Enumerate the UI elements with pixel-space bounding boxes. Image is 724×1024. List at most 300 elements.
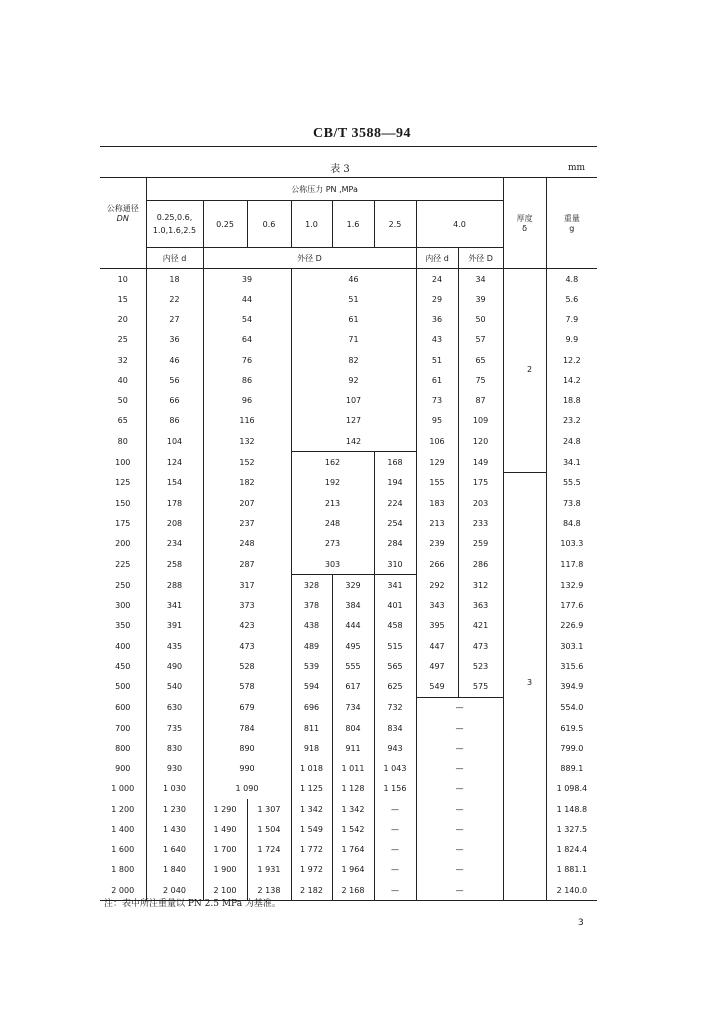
outer-D-4-0-cell: 286 bbox=[458, 554, 503, 575]
thickness-cell bbox=[503, 759, 546, 779]
inner-d-cell: 208 bbox=[146, 514, 203, 534]
weight-cell: 1 148.8 bbox=[546, 799, 597, 819]
weight-cell: 554.0 bbox=[546, 697, 597, 718]
thickness-cell bbox=[503, 554, 546, 575]
outer-D-0-25-0-6-cell: 76 bbox=[203, 350, 291, 370]
inner-outer-4-0-cell: — bbox=[416, 779, 503, 799]
inner-outer-4-0-cell: — bbox=[416, 840, 503, 860]
table-row bbox=[100, 391, 597, 411]
thickness-cell bbox=[503, 616, 546, 636]
outer-D-1-6-cell: 329 bbox=[332, 575, 374, 596]
thickness-cell bbox=[503, 289, 546, 309]
inner-d-cell: 1 030 bbox=[146, 779, 203, 799]
outer-D-2-5-cell: 625 bbox=[374, 677, 416, 698]
outer-D-1-0-2-5-cell: 61 bbox=[291, 310, 416, 330]
outer-D-1-6-cell: 911 bbox=[332, 738, 374, 758]
dn-cell: 350 bbox=[115, 621, 131, 631]
outer-D-1-0-2-5-cell: 46 bbox=[291, 269, 416, 290]
weight-cell: 177.6 bbox=[546, 596, 597, 616]
table-row bbox=[100, 759, 597, 779]
top-rule bbox=[100, 146, 597, 147]
outer-D-1-0-cell: 1 342 bbox=[291, 799, 332, 819]
inner-d-4-0-cell: 106 bbox=[416, 431, 458, 452]
table-row bbox=[100, 697, 597, 718]
inner-d-4-0-cell: 51 bbox=[416, 350, 458, 370]
outer-D-1-0-cell: 1 972 bbox=[291, 860, 332, 880]
outer-D-2-5-cell: 168 bbox=[374, 452, 416, 473]
outer-D-1-0-cell: 811 bbox=[291, 718, 332, 738]
outer-D-1-6-cell: 444 bbox=[332, 616, 374, 636]
outer-D-1-0-cell: 539 bbox=[291, 656, 332, 676]
thickness-cell bbox=[503, 269, 546, 290]
weight-cell: 1 327.5 bbox=[546, 819, 597, 839]
outer-D-2-5-cell: 284 bbox=[374, 534, 416, 554]
thickness-cell bbox=[503, 860, 546, 880]
inner-d-cell: 288 bbox=[146, 575, 203, 596]
outer-D-1-6-cell: 617 bbox=[332, 677, 374, 698]
table-row bbox=[100, 493, 597, 513]
outer-D-0-25-cell: 1 290 bbox=[203, 799, 247, 819]
outer-D-0-25-0-6-cell: 248 bbox=[203, 534, 291, 554]
outer-D-0-25-0-6-cell: 317 bbox=[203, 575, 291, 596]
inner-d-4-0-cell: 155 bbox=[416, 473, 458, 494]
outer-D-1-0-cell: 594 bbox=[291, 677, 332, 698]
outer-D-0-25-0-6-cell: 39 bbox=[203, 269, 291, 290]
table-row bbox=[100, 677, 597, 698]
inner-d-cell: 27 bbox=[146, 310, 203, 330]
inner-d-cell: 46 bbox=[146, 350, 203, 370]
outer-D-4-0-cell: 312 bbox=[458, 575, 503, 596]
inner-d-cell: 258 bbox=[146, 554, 203, 575]
outer-D-0-6-cell: 1 931 bbox=[247, 860, 291, 880]
table-row bbox=[100, 370, 597, 390]
page-number: 3 bbox=[578, 918, 584, 928]
outer-D-0-25-0-6-cell: 207 bbox=[203, 493, 291, 513]
outer-D-1-0-cell: 696 bbox=[291, 697, 332, 718]
dn-cell: 1 800 bbox=[111, 865, 135, 875]
outer-D-0-25-0-6-cell: 287 bbox=[203, 554, 291, 575]
weight-cell: 889.1 bbox=[546, 759, 597, 779]
weight-header: 重量 g bbox=[546, 178, 597, 269]
outer-D-0-6-cell: 1 504 bbox=[247, 819, 291, 839]
outer-D-2-5-cell: 1 043 bbox=[374, 759, 416, 779]
inner-d-4-0-cell: 497 bbox=[416, 656, 458, 676]
outer-D-1-0-2-5-cell: 127 bbox=[291, 411, 416, 431]
weight-cell: 1 881.1 bbox=[546, 860, 597, 880]
dn-cell: 1 000 bbox=[111, 784, 135, 794]
table-title: 表 3 bbox=[330, 164, 350, 175]
inner-d-cell: 22 bbox=[146, 289, 203, 309]
weight-cell: 619.5 bbox=[546, 718, 597, 738]
thickness-cell bbox=[503, 697, 546, 718]
outer-D-1-6-cell: 555 bbox=[332, 656, 374, 676]
outer-D-2-5-cell: 310 bbox=[374, 554, 416, 575]
outer-D-0-25-cell: 1 900 bbox=[203, 860, 247, 880]
thickness-cell bbox=[503, 840, 546, 860]
outer-D-0-25-0-6-cell: 54 bbox=[203, 310, 291, 330]
outer-D-1-0-2-5-cell: 51 bbox=[291, 289, 416, 309]
outer-D-4-0-cell: 259 bbox=[458, 534, 503, 554]
outer-D-0-25-0-6-cell: 679 bbox=[203, 697, 291, 718]
inner-d-cell: 36 bbox=[146, 330, 203, 350]
outer-D-0-25-0-6-cell: 473 bbox=[203, 636, 291, 656]
table-row bbox=[100, 514, 597, 534]
thickness-cell bbox=[503, 493, 546, 513]
dn-cell: 100 bbox=[115, 457, 131, 467]
thickness-cell bbox=[503, 718, 546, 738]
outer-D-4-0-cell: 149 bbox=[458, 452, 503, 473]
inner-d-cell: 391 bbox=[146, 616, 203, 636]
outer-D-4-0-cell: 57 bbox=[458, 330, 503, 350]
outer-D-1-0-2-5-cell: 107 bbox=[291, 391, 416, 411]
outer-D-0-25-0-6-cell: 44 bbox=[203, 289, 291, 309]
inner-d-cell: 1 430 bbox=[146, 819, 203, 839]
weight-cell: 34.1 bbox=[546, 452, 597, 473]
outer-D-1-6-cell: 734 bbox=[332, 697, 374, 718]
pn-0-6-header: 0.6 bbox=[247, 201, 291, 248]
dn-cell: 400 bbox=[115, 641, 131, 651]
outer-D-0-25-0-6-cell: 86 bbox=[203, 370, 291, 390]
outer-D-2-5-cell: 194 bbox=[374, 473, 416, 494]
dn-cell: 225 bbox=[115, 559, 131, 569]
weight-cell: 132.9 bbox=[546, 575, 597, 596]
pn-group-header: 0.25,0.6, 1.0,1.6,2.5 bbox=[146, 201, 203, 248]
thickness-cell bbox=[503, 596, 546, 616]
inner-d-4-0-cell: 24 bbox=[416, 269, 458, 290]
pn-1-6-header: 1.6 bbox=[332, 201, 374, 248]
pn-header: 公称压力 PN ,MPa bbox=[146, 178, 503, 201]
weight-cell: 799.0 bbox=[546, 738, 597, 758]
outer-D-2-5-cell: 224 bbox=[374, 493, 416, 513]
dn-cell: 175 bbox=[115, 519, 131, 529]
weight-cell: 7.9 bbox=[546, 310, 597, 330]
dimension-table bbox=[100, 177, 597, 901]
inner-d-4-0-cell: 95 bbox=[416, 411, 458, 431]
outer-D-2-5-cell: — bbox=[374, 860, 416, 880]
outer-D-1-0-1-6-cell: 162 bbox=[291, 452, 374, 473]
thickness-cell bbox=[503, 636, 546, 656]
thickness-cell bbox=[503, 880, 546, 901]
thickness-cell bbox=[503, 656, 546, 676]
inner-outer-4-0-cell: — bbox=[416, 718, 503, 738]
outer-D-1-0-1-6-cell: 273 bbox=[291, 534, 374, 554]
weight-cell: 73.8 bbox=[546, 493, 597, 513]
inner-outer-4-0-cell: — bbox=[416, 759, 503, 779]
outer-D-2-5-cell: 565 bbox=[374, 656, 416, 676]
inner-d-cell: 830 bbox=[146, 738, 203, 758]
outer-D-0-25-cell: 2 100 bbox=[203, 880, 247, 901]
pn-4-0-header: 4.0 bbox=[416, 201, 503, 248]
weight-cell: 4.8 bbox=[546, 269, 597, 290]
table-row bbox=[100, 738, 597, 758]
outer-D-4-0-cell: 523 bbox=[458, 656, 503, 676]
weight-cell: 315.6 bbox=[546, 656, 597, 676]
outer-D-0-25-0-6-cell: 64 bbox=[203, 330, 291, 350]
outer-D-0-6-cell: 2 138 bbox=[247, 880, 291, 901]
dn-cell: 700 bbox=[115, 723, 131, 733]
outer-D-1-0-cell: 1 549 bbox=[291, 819, 332, 839]
outer-D-1-0-2-5-cell: 82 bbox=[291, 350, 416, 370]
weight-cell: 24.8 bbox=[546, 431, 597, 452]
outer-D-0-25-0-6-cell: 578 bbox=[203, 677, 291, 698]
outer-D-0-25-0-6-cell: 116 bbox=[203, 411, 291, 431]
table-row bbox=[100, 819, 597, 839]
outer-D-1-0-cell: 438 bbox=[291, 616, 332, 636]
inner-d-cell: 540 bbox=[146, 677, 203, 698]
inner-d-cell: 1 230 bbox=[146, 799, 203, 819]
outer-D-0-6-cell: 1 724 bbox=[247, 840, 291, 860]
outer-D-4-0-cell: 175 bbox=[458, 473, 503, 494]
outer-D-2-5-cell: — bbox=[374, 799, 416, 819]
outer-D-1-0-cell: 489 bbox=[291, 636, 332, 656]
outer-D-0-25-cell: 1 490 bbox=[203, 819, 247, 839]
inner-d-4-0-cell: 43 bbox=[416, 330, 458, 350]
table-row bbox=[100, 330, 597, 350]
outer-D-1-0-2-5-cell: 142 bbox=[291, 431, 416, 452]
dn-cell: 65 bbox=[117, 416, 128, 426]
thickness-cell bbox=[503, 391, 546, 411]
outer-D-1-6-cell: 1 964 bbox=[332, 860, 374, 880]
weight-cell: 84.8 bbox=[546, 514, 597, 534]
outer-D-4-0-cell: 87 bbox=[458, 391, 503, 411]
inner-d-4-0-cell: 447 bbox=[416, 636, 458, 656]
outer-D-1-0-2-5-cell: 71 bbox=[291, 330, 416, 350]
unit-label: mm bbox=[568, 163, 586, 173]
weight-cell: 117.8 bbox=[546, 554, 597, 575]
table-row bbox=[100, 860, 597, 880]
thickness-cell bbox=[503, 350, 546, 370]
outer-D-header: 外径 D bbox=[203, 248, 416, 269]
inner-d-cell: 1 640 bbox=[146, 840, 203, 860]
document-code: CB/T 3588—94 bbox=[313, 126, 411, 141]
outer-D-0-25-0-6-cell: 990 bbox=[203, 759, 291, 779]
outer-D-0-25-0-6-cell: 96 bbox=[203, 391, 291, 411]
dn-cell: 20 bbox=[117, 315, 128, 325]
inner-d-cell: 735 bbox=[146, 718, 203, 738]
outer-D-1-6-cell: 495 bbox=[332, 636, 374, 656]
outer-D-0-25-0-6-cell: 528 bbox=[203, 656, 291, 676]
dn-cell: 40 bbox=[117, 375, 128, 385]
inner-d-4-0-cell: 213 bbox=[416, 514, 458, 534]
outer-D-1-6-cell: 804 bbox=[332, 718, 374, 738]
table-row bbox=[100, 840, 597, 860]
outer-D-2-5-cell: 732 bbox=[374, 697, 416, 718]
outer-D-4-header: 外径 D bbox=[458, 248, 503, 269]
table-row bbox=[100, 534, 597, 554]
weight-cell: 394.9 bbox=[546, 677, 597, 698]
outer-D-1-0-1-6-cell: 213 bbox=[291, 493, 374, 513]
table-row bbox=[100, 616, 597, 636]
table-row bbox=[100, 411, 597, 431]
outer-D-1-0-1-6-cell: 303 bbox=[291, 554, 374, 575]
pn-2-5-header: 2.5 bbox=[374, 201, 416, 248]
dn-cell: 1 600 bbox=[111, 845, 135, 855]
inner-d-cell: 234 bbox=[146, 534, 203, 554]
inner-outer-4-0-cell: — bbox=[416, 697, 503, 718]
thickness-cell bbox=[503, 370, 546, 390]
weight-cell: 303.1 bbox=[546, 636, 597, 656]
dn-cell: 2 000 bbox=[100, 880, 146, 901]
outer-D-2-5-cell: 1 156 bbox=[374, 779, 416, 799]
dn-cell: 125 bbox=[115, 478, 131, 488]
table-row bbox=[100, 656, 597, 676]
outer-D-4-0-cell: 421 bbox=[458, 616, 503, 636]
outer-D-0-25-0-6-cell: 182 bbox=[203, 473, 291, 494]
pn-1-0-header: 1.0 bbox=[291, 201, 332, 248]
outer-D-1-0-cell: 378 bbox=[291, 596, 332, 616]
thickness-cell bbox=[503, 575, 546, 596]
dn-header: 公称通径 DN bbox=[100, 178, 146, 248]
thickness-cell bbox=[503, 738, 546, 758]
table-row bbox=[100, 350, 597, 370]
dn-cell: 500 bbox=[115, 682, 131, 692]
dn-cell: 250 bbox=[115, 580, 131, 590]
thickness-cell bbox=[503, 819, 546, 839]
outer-D-1-6-cell: 2 168 bbox=[332, 880, 374, 901]
inner-d-cell: 104 bbox=[146, 431, 203, 452]
thickness-cell bbox=[503, 799, 546, 819]
table-row bbox=[100, 431, 597, 452]
weight-cell: 18.8 bbox=[546, 391, 597, 411]
inner-d-4-0-cell: 183 bbox=[416, 493, 458, 513]
outer-D-2-5-cell: 515 bbox=[374, 636, 416, 656]
inner-d-4-header: 内径 d bbox=[416, 248, 458, 269]
outer-D-4-0-cell: 109 bbox=[458, 411, 503, 431]
outer-D-1-6-cell: 1 764 bbox=[332, 840, 374, 860]
inner-outer-4-0-cell: — bbox=[416, 738, 503, 758]
outer-D-2-5-cell: 254 bbox=[374, 514, 416, 534]
dn-cell: 300 bbox=[115, 601, 131, 611]
table-row bbox=[100, 596, 597, 616]
outer-D-4-0-cell: 39 bbox=[458, 289, 503, 309]
outer-D-2-5-cell: 401 bbox=[374, 596, 416, 616]
table-row bbox=[100, 269, 597, 290]
outer-D-1-6-cell: 384 bbox=[332, 596, 374, 616]
outer-D-1-6-cell: 1 011 bbox=[332, 759, 374, 779]
thickness-cell bbox=[503, 310, 546, 330]
inner-outer-4-0-cell: — bbox=[416, 819, 503, 839]
inner-d-cell: 630 bbox=[146, 697, 203, 718]
outer-D-0-25-cell: 1 700 bbox=[203, 840, 247, 860]
inner-d-4-0-cell: 61 bbox=[416, 370, 458, 390]
inner-d-4-0-cell: 266 bbox=[416, 554, 458, 575]
table-row bbox=[100, 575, 597, 596]
weight-cell: 103.3 bbox=[546, 534, 597, 554]
weight-cell: 5.6 bbox=[546, 289, 597, 309]
inner-d-4-0-cell: 395 bbox=[416, 616, 458, 636]
inner-d-4-0-cell: 292 bbox=[416, 575, 458, 596]
inner-d-cell: 178 bbox=[146, 493, 203, 513]
outer-D-1-0-2-5-cell: 92 bbox=[291, 370, 416, 390]
outer-D-2-5-cell: 834 bbox=[374, 718, 416, 738]
inner-d-cell: 2 040 bbox=[146, 880, 203, 901]
outer-D-2-5-cell: 458 bbox=[374, 616, 416, 636]
outer-D-0-25-0-6-cell: 132 bbox=[203, 431, 291, 452]
outer-D-0-6-cell: 1 307 bbox=[247, 799, 291, 819]
dn-cell: 32 bbox=[117, 355, 128, 365]
inner-d-cell: 124 bbox=[146, 452, 203, 473]
outer-D-2-5-cell: — bbox=[374, 880, 416, 901]
table-row bbox=[100, 799, 597, 819]
outer-D-4-0-cell: 120 bbox=[458, 431, 503, 452]
outer-D-4-0-cell: 473 bbox=[458, 636, 503, 656]
dn-cell: 10 bbox=[117, 274, 128, 284]
outer-D-0-25-0-6-cell: 152 bbox=[203, 452, 291, 473]
dn-cell: 600 bbox=[115, 703, 131, 713]
inner-d-cell: 66 bbox=[146, 391, 203, 411]
outer-D-4-0-cell: 34 bbox=[458, 269, 503, 290]
pn-0-25-header: 0.25 bbox=[203, 201, 247, 248]
dn-cell: 450 bbox=[115, 661, 131, 671]
inner-d-4-0-cell: 129 bbox=[416, 452, 458, 473]
weight-cell: 9.9 bbox=[546, 330, 597, 350]
table-row bbox=[100, 779, 597, 799]
outer-D-2-5-cell: 943 bbox=[374, 738, 416, 758]
weight-cell: 23.2 bbox=[546, 411, 597, 431]
outer-D-1-0-cell: 1 772 bbox=[291, 840, 332, 860]
dn-cell: 1 200 bbox=[111, 804, 135, 814]
thickness-cell bbox=[503, 411, 546, 431]
outer-D-2-5-cell: — bbox=[374, 819, 416, 839]
dn-cell: 80 bbox=[117, 436, 128, 446]
thickness-header: 厚度 δ bbox=[503, 178, 546, 269]
outer-D-1-0-1-6-cell: 192 bbox=[291, 473, 374, 494]
weight-cell: 14.2 bbox=[546, 370, 597, 390]
weight-cell: 1 824.4 bbox=[546, 840, 597, 860]
table-row bbox=[100, 452, 597, 473]
table-row bbox=[100, 636, 597, 656]
inner-d-4-0-cell: 549 bbox=[416, 677, 458, 698]
table-row bbox=[100, 310, 597, 330]
thickness-cell bbox=[503, 677, 546, 698]
outer-D-4-0-cell: 50 bbox=[458, 310, 503, 330]
table-note: 注：表中所注重量以 PN 2.5 MPa 为基准。 bbox=[104, 899, 281, 909]
outer-D-1-0-cell: 1 125 bbox=[291, 779, 332, 799]
outer-D-1-0-cell: 2 182 bbox=[291, 880, 332, 901]
thickness-cell bbox=[503, 473, 546, 494]
outer-D-4-0-cell: 75 bbox=[458, 370, 503, 390]
inner-d-4-0-cell: 73 bbox=[416, 391, 458, 411]
inner-d-cell: 490 bbox=[146, 656, 203, 676]
inner-d-4-0-cell: 29 bbox=[416, 289, 458, 309]
table-row bbox=[100, 289, 597, 309]
thickness-value-3: 3 bbox=[527, 678, 533, 687]
dn-header-spacer bbox=[100, 248, 146, 269]
outer-D-1-0-cell: 918 bbox=[291, 738, 332, 758]
inner-d-cell: 154 bbox=[146, 473, 203, 494]
thickness-cell bbox=[503, 452, 546, 473]
inner-d-cell: 930 bbox=[146, 759, 203, 779]
inner-d-4-0-cell: 36 bbox=[416, 310, 458, 330]
outer-D-2-5-cell: 341 bbox=[374, 575, 416, 596]
outer-D-0-25-0-6-cell: 373 bbox=[203, 596, 291, 616]
weight-cell: 2 140.0 bbox=[546, 880, 597, 901]
outer-D-2-5-cell: — bbox=[374, 840, 416, 860]
weight-cell: 1 098.4 bbox=[546, 779, 597, 799]
inner-d-cell: 86 bbox=[146, 411, 203, 431]
outer-D-1-0-cell: 328 bbox=[291, 575, 332, 596]
thickness-cell bbox=[503, 779, 546, 799]
thickness-cell bbox=[503, 514, 546, 534]
outer-D-4-0-cell: 203 bbox=[458, 493, 503, 513]
dn-cell: 50 bbox=[117, 396, 128, 406]
inner-d-4-0-cell: 239 bbox=[416, 534, 458, 554]
outer-D-0-25-0-6-cell: 784 bbox=[203, 718, 291, 738]
outer-D-0-25-0-6-cell: 423 bbox=[203, 616, 291, 636]
dn-cell: 150 bbox=[115, 498, 131, 508]
outer-D-1-0-cell: 1 018 bbox=[291, 759, 332, 779]
inner-d-header: 内径 d bbox=[146, 248, 203, 269]
